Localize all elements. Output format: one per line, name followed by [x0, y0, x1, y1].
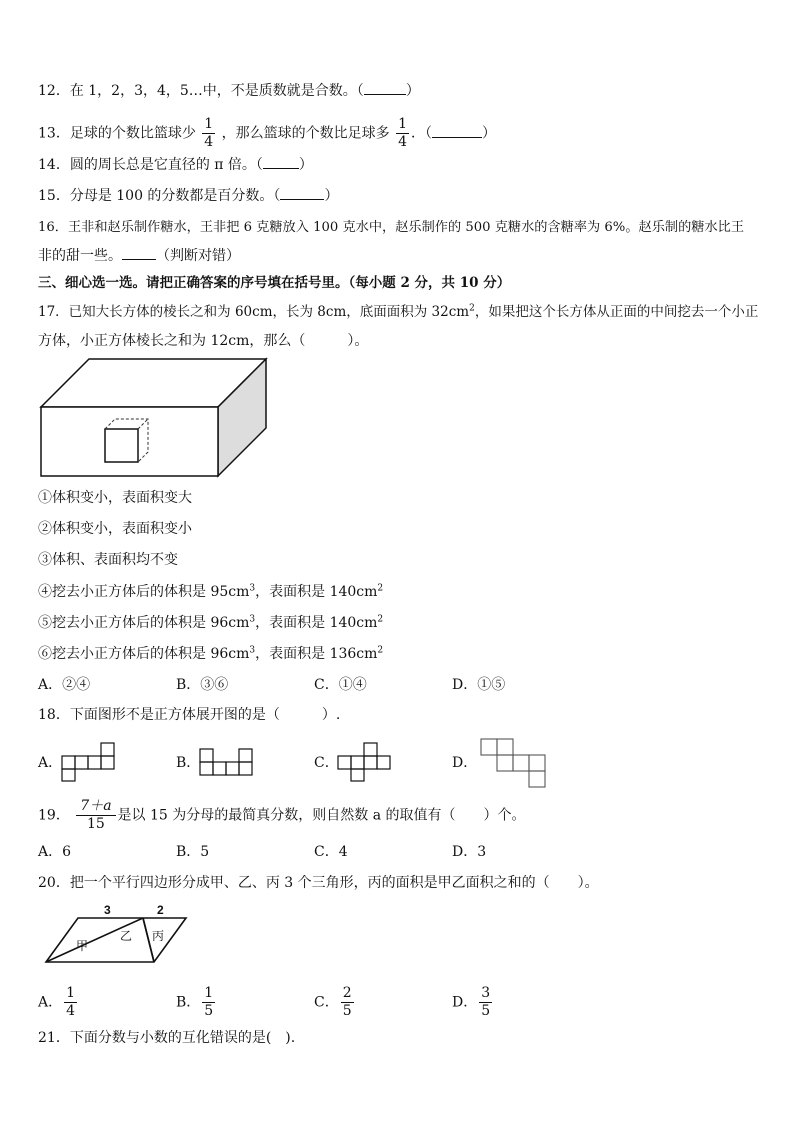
- q19-number: 19．: [38, 807, 70, 824]
- section-heading: 三、细心选一选。请把正确答案的序号填在括号里。（每小题 2 分，共 10 分）: [38, 275, 511, 291]
- choice-3: ③体积、表面积均不变: [38, 552, 178, 568]
- triangle-label: 甲: [76, 939, 89, 953]
- option-c[interactable]: [314, 985, 356, 1020]
- fraction: [202, 985, 215, 1020]
- choice-text: ，表面积是 140cm: [255, 615, 378, 631]
- denominator: 5: [342, 1003, 352, 1019]
- fraction: [396, 116, 409, 151]
- numerator: 1: [204, 985, 214, 1001]
- question-21: 21．下面分数与小数的互化错误的是( ).: [38, 1030, 296, 1046]
- option-d[interactable]: D．: [452, 755, 478, 771]
- q16-judge: （判断对错）: [156, 248, 240, 264]
- answer-blank[interactable]: [432, 137, 482, 138]
- choice-text: ⑥挖去小正方体后的体积是 96cm: [38, 646, 250, 662]
- q14-close: ）: [298, 157, 313, 173]
- superscript: 3: [249, 614, 256, 625]
- triangle-label: 乙: [120, 929, 133, 943]
- choice-1: ①体积变小，表面积变大: [38, 490, 192, 506]
- numerator: 1: [66, 985, 76, 1001]
- numerator: 1: [204, 116, 214, 132]
- option-c[interactable]: C．①④: [314, 677, 367, 693]
- choice-text: ⑤挖去小正方体后的体积是 96cm: [38, 615, 250, 631]
- q14-text: 14．圆的周长总是它直径的 π 倍。（: [38, 157, 263, 173]
- choice-text: ④挖去小正方体后的体积是 95cm: [38, 584, 250, 600]
- denominator: 4: [398, 134, 408, 150]
- question-16: [38, 218, 744, 238]
- option-b[interactable]: B．③⑥: [176, 677, 229, 693]
- numerator: 2: [342, 985, 352, 1001]
- option-a[interactable]: [38, 985, 79, 1020]
- choice-text: ，表面积是 136cm: [255, 646, 378, 662]
- superscript: 2: [377, 614, 384, 625]
- fraction: [76, 798, 115, 833]
- choice-6: [38, 644, 383, 664]
- answer-blank[interactable]: [280, 199, 324, 200]
- denominator: 15: [87, 816, 105, 832]
- question-16-line2: [38, 246, 240, 266]
- question-14: [38, 155, 313, 175]
- option-c[interactable]: C．4: [314, 844, 348, 860]
- net-figure-a: [62, 742, 116, 782]
- answer-blank[interactable]: [364, 94, 406, 95]
- option-label: D．: [452, 994, 478, 1011]
- superscript: 3: [249, 645, 256, 656]
- superscript: 2: [377, 583, 384, 594]
- option-d[interactable]: D．3: [452, 844, 487, 860]
- question-13: [38, 116, 496, 151]
- choice-2: ②体积变小，表面积变小: [38, 521, 192, 537]
- fraction: [64, 985, 77, 1020]
- question-17: [38, 302, 758, 322]
- option-a[interactable]: A．: [38, 755, 63, 771]
- segment-label: 3: [104, 903, 111, 917]
- numerator: 3: [481, 985, 491, 1001]
- question-18: 18．下面图形不是正方体展开图的是（ ）.: [38, 707, 341, 723]
- answer-blank[interactable]: [263, 168, 299, 169]
- option-b[interactable]: [176, 985, 217, 1020]
- q16-line2-text: 非的甜一些。: [38, 248, 122, 264]
- q15-text: 15．分母是 100 的分数都是百分数。（: [38, 188, 281, 204]
- choice-4: [38, 582, 383, 602]
- option-a[interactable]: A．6: [38, 844, 72, 860]
- choice-text: ，表面积是 140cm: [255, 584, 378, 600]
- option-b[interactable]: B．5: [176, 844, 210, 860]
- option-label: A．: [38, 994, 63, 1011]
- fraction: [479, 985, 492, 1020]
- option-a[interactable]: A．②④: [38, 677, 91, 693]
- net-figure-c: [338, 742, 392, 782]
- question-12: [38, 81, 420, 101]
- option-d[interactable]: [452, 985, 494, 1020]
- fraction: [202, 116, 215, 151]
- q16-line1: 16．王非和赵乐制作糖水，王非把 6 克糖放入 100 克水中，赵乐制作的 500 克糖水的含糖率为 6%。赵乐制的糖水比王: [38, 220, 745, 235]
- q17-text: 17．已知大长方体的棱长之和为 60cm，长为 8cm，底面面积为 32cm: [38, 304, 470, 320]
- q13-close: ）: [482, 125, 497, 142]
- cuboid-figure: [38, 355, 270, 481]
- option-label: B．: [176, 994, 201, 1011]
- denominator: 5: [481, 1003, 491, 1019]
- q19-text: 是以 15 为分母的最简真分数，则自然数 a 的取值有（ ）个。: [117, 807, 526, 824]
- q13-text: 13．足球的个数比篮球少: [38, 125, 196, 142]
- question-15: [38, 186, 338, 206]
- q15-close: ）: [324, 188, 339, 204]
- question-19: [38, 798, 526, 833]
- triangle-label: 丙: [152, 929, 165, 943]
- option-d[interactable]: D．①⑤: [452, 677, 506, 693]
- fraction: [341, 985, 354, 1020]
- denominator: 4: [66, 1003, 76, 1019]
- superscript: 2: [469, 303, 475, 314]
- question-17-line2: 方体，小正方体棱长之和为 12cm，那么（ ）。: [38, 333, 369, 349]
- q13-text-2: ，那么篮球的个数比足球多: [221, 125, 390, 142]
- net-figure-d: [480, 738, 548, 790]
- choice-5: [38, 613, 383, 633]
- option-label: C．: [314, 994, 339, 1011]
- question-20: 20．把一个平行四边形分成甲、乙、丙 3 个三角形，丙的面积是甲乙面积之和的（ ）。: [38, 875, 599, 891]
- q12-text: 12．在 1，2，3，4，5…中，不是质数就是合数。（: [38, 83, 364, 99]
- answer-blank[interactable]: [122, 259, 156, 260]
- net-figure-b: [200, 748, 254, 776]
- denominator: 4: [204, 134, 214, 150]
- numerator: 1: [398, 116, 408, 132]
- option-c[interactable]: C．: [314, 755, 339, 771]
- segment-label: 2: [157, 903, 164, 917]
- parallelogram-figure: [40, 900, 190, 966]
- superscript: 3: [249, 583, 256, 594]
- denominator: 5: [204, 1003, 214, 1019]
- q12-close: ）: [405, 83, 420, 99]
- q13-text-3: ．（: [411, 125, 433, 142]
- q17-text-2: ，如果把这个长方体从正面的中间挖去一个小正: [474, 304, 759, 320]
- numerator: 7＋a: [76, 798, 115, 816]
- option-b[interactable]: B．: [176, 755, 201, 771]
- superscript: 2: [377, 645, 384, 656]
